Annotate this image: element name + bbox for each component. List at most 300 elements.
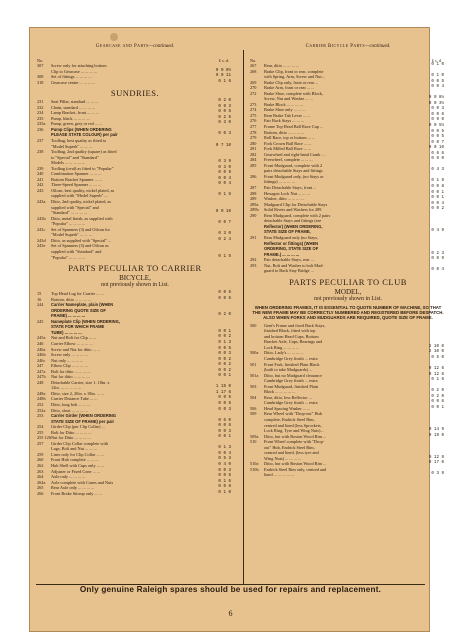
- punch-hole: [110, 33, 118, 41]
- part-price: 0 2 6: [218, 115, 231, 120]
- part-price: 0 0 4: [431, 268, 444, 273]
- part-price: 0 0 3: [218, 468, 231, 473]
- part-description: Nut for Ditto ... ... ... ...: [51, 435, 91, 441]
- part-number: 269: [250, 79, 257, 85]
- left-column: [37, 44, 233, 496]
- part-description: Front Mudguard only, (no Stays or: [264, 173, 324, 179]
- part-number: 243: [37, 187, 44, 193]
- part-description: PLEASE STATE COLOUR) per pair: [51, 132, 118, 138]
- part-number: 289: [250, 196, 257, 202]
- part-price: 0 0 3: [218, 407, 231, 412]
- part-price: 2 10 0: [428, 350, 444, 355]
- part-description: Brake Arm, front or rear ... ...: [264, 85, 315, 91]
- part-description: Bracket Axle, Cups, Bearings and: [264, 339, 323, 345]
- part-description: Brake Clip, front or rear, complete: [264, 68, 324, 74]
- price-row: [250, 268, 446, 274]
- part-number: 289b: [250, 207, 259, 213]
- part-price: 0 0 5: [431, 135, 444, 140]
- part-description: (built to take Mudguards) ...: [264, 367, 313, 373]
- part-price: 0 0 9: [431, 257, 444, 262]
- part-price: 0 2 4: [218, 237, 231, 242]
- part-description: "Standard" ... ... ... ...: [51, 210, 87, 216]
- part-description: FRAME) ... ... ... ...: [51, 313, 86, 319]
- carrier-heading: PARTS PECULIAR TO CARRIER: [68, 263, 202, 274]
- part-description: Brake Block ... ... ... ...: [264, 101, 303, 107]
- part-description: "Model Superb" ... ... ...: [51, 143, 92, 149]
- part-description: Ditto, but with Boston Wood Rim ...: [264, 433, 327, 439]
- part-description: Cambridge Grey finish ... extra: [264, 355, 318, 361]
- part-number: 248a: [37, 390, 46, 396]
- part-description: Front Hub complete ... ... ...: [51, 457, 99, 463]
- part-number: 244: [37, 302, 44, 308]
- part-number: 270: [250, 85, 257, 91]
- part-description: Lamp Bracket, front ... ... ...: [51, 110, 99, 116]
- part-description: ORDERING, STATE SIZE OF: [264, 246, 319, 252]
- part-description: Front Brake Stirrup only ... ...: [51, 490, 102, 496]
- part-description: Hub Shell with Cups only ... ...: [51, 463, 105, 468]
- part-description: Set of Spanners (3) and Oilcan for: [51, 226, 110, 232]
- page-number: 6: [228, 609, 233, 618]
- part-price: 0 0 6: [218, 401, 231, 406]
- club-note: not previously shown in List.: [314, 295, 382, 302]
- part-description: Girder Clip (per Clip Collar) ...: [51, 424, 105, 430]
- part-description: Three-Speed Spanner ... ... ...: [51, 182, 101, 188]
- part-number: 279: [250, 135, 257, 141]
- part-description: Ditto, short ... ... ... ...: [51, 407, 88, 413]
- price-row: [250, 472, 446, 478]
- sundries-list: [37, 99, 233, 260]
- part-description: Gearcase centre ... ... ... ...: [51, 79, 96, 85]
- part-description: to "Special" and "Standard": [51, 154, 99, 160]
- part-price: 0 0 4: [431, 201, 444, 206]
- part-number: 241: [37, 176, 44, 182]
- part-number: 280: [250, 140, 257, 146]
- part-price: 0 17 0: [428, 461, 444, 466]
- carrier-note: not previously shown in List.: [101, 282, 169, 289]
- part-description: Rear Mudguard only (no Stays,: [264, 234, 319, 240]
- part-number: 284: [250, 157, 257, 163]
- part-description: Gearwheel and right-hand Crank ...: [264, 151, 325, 157]
- part-description: Axle complete with Cones and Nuts: [51, 479, 114, 485]
- part-price: 0 0 10: [428, 146, 444, 151]
- part-description: Brake Clip only, front or rear ...: [264, 79, 319, 85]
- carrier-parts-list: [37, 291, 233, 496]
- part-description: Pair Detachable Stays, front ...: [264, 185, 317, 191]
- part-description: Lock Ring, Tyre and Wing Nuts)...: [264, 428, 324, 434]
- footer-notice: Only genuine Raleigh spares should be used for repairs and replacement.: [79, 585, 382, 594]
- part-description: Bolt for ditto ... ... ... ...: [51, 368, 91, 374]
- part-number: 265: [37, 485, 44, 491]
- part-description: Pump, black ... ... ... ...: [51, 115, 90, 121]
- part-number: 235a: [37, 121, 46, 127]
- part-number: 252a: [37, 407, 46, 413]
- part-description: Liner only for Clip Collar ... ...: [51, 451, 104, 457]
- part-description: Washer, ditto ... ... ... ...: [264, 196, 304, 202]
- part-description: Mudguard Clip for Detachable Stays: [264, 201, 328, 207]
- part-number: 276: [250, 118, 257, 124]
- part-price: 0 0 3: [218, 429, 231, 434]
- right-heading-continued: —continued.: [365, 44, 391, 49]
- part-number: 263: [37, 468, 44, 474]
- part-number: 253: [37, 413, 44, 419]
- frame-ordering-notice: WHEN ORDERING FRAMES, IT IS ESSENTIAL TO QUOTE NUMBER OF MACHINE, SO THAT THE NEW FRAME MAY BE CORRECTLY NUMBERED AND REGISTERED BEFORE DESPATCH. ALSO WHEN FORKS AND MUDGUARDS ARE REQUIRED, QUOTE SIZE OF FRAME.: [252, 304, 444, 321]
- part-price: 0 2 0: [218, 313, 231, 318]
- part-number: 272: [250, 90, 257, 96]
- part-description: Hexagon Lock Nut ... ... ...: [264, 190, 310, 196]
- part-description: Ditto, metal finish, as supplied with: [51, 215, 113, 221]
- part-number: 287: [250, 185, 257, 191]
- part-number: 503: [250, 383, 257, 389]
- part-price: 0 19 0: [428, 433, 444, 438]
- part-description: Carrier Nameplate, plain (WHEN: [51, 302, 114, 308]
- part-number: 245: [37, 318, 44, 324]
- part-number: 510: [250, 439, 257, 445]
- part-price: 0 0 1: [431, 405, 444, 410]
- part-price: 0 0 8: [431, 185, 444, 190]
- part-description: Wing Nuts) ... ... ... ...: [264, 455, 302, 461]
- part-number: 16: [37, 296, 42, 302]
- part-description: Brake Shoe only ... ... ...: [264, 107, 306, 113]
- part-description: Bottom, ditto ... ... ... ...: [51, 296, 92, 302]
- part-description: Cambridge Grey finish ... extra: [264, 400, 318, 406]
- part-price: 0 0 6: [218, 291, 231, 296]
- part-description: finished Black, fitted with top: [264, 328, 316, 334]
- part-price: 0 1 6: [218, 79, 231, 84]
- part-number: 267: [250, 63, 257, 68]
- part-description: Nut, Bolt and Washer to bolt Mud-: [264, 262, 324, 268]
- left-col-no: No.: [37, 58, 44, 63]
- part-description: Screw only ... ... ... ...: [51, 352, 88, 358]
- part-number: 257: [37, 440, 44, 446]
- part-description: Nut for ditto ... ... ... ...: [51, 374, 90, 380]
- part-description: and bottom Head Cups, Bottom: [264, 333, 319, 339]
- part-price: 0 3 0: [218, 121, 231, 126]
- part-description: STATE FOR WHICH FRAME: [51, 324, 105, 330]
- part-price: 0 0 5½: [428, 124, 444, 129]
- part-description: Ditto, as supplied with "Special" ...: [51, 237, 112, 243]
- part-description: Carrier Elbow ... ... ... ...: [51, 340, 93, 346]
- part-price: 0 0 3½: [428, 101, 444, 106]
- part-description: Chain, standard ... ... ... ...: [51, 104, 96, 110]
- part-number: 245a: [37, 335, 46, 341]
- part-description: 12in. ... ... ... ... ...: [51, 385, 82, 391]
- part-number: 264: [37, 474, 44, 480]
- part-description: STATE SIZE OF FRAME,: [264, 229, 311, 235]
- part-price: 0 0 2: [431, 207, 444, 212]
- part-number: 235: [37, 115, 44, 121]
- sundries-heading: SUNDRIES.: [110, 88, 160, 99]
- price-row: [37, 80, 233, 86]
- part-description: Roll Race, top or bottom ... ...: [264, 135, 316, 141]
- part-number: 506: [250, 405, 257, 411]
- part-price: 0 0 7: [431, 140, 444, 145]
- part-price: 0 3 9: [218, 160, 231, 165]
- part-description: Elbow Clip ... ... ... ...: [51, 363, 88, 369]
- part-description: Bolt for Ditto ... ... ... ...: [51, 429, 92, 435]
- part-number: 290: [250, 212, 257, 218]
- part-price: 0 2 0: [431, 394, 444, 399]
- part-description: Rear, ditto, less Reflector ...: [264, 394, 312, 400]
- part-number: 238: [37, 149, 44, 155]
- part-number: 291: [250, 234, 257, 240]
- part-price: 0 0 5: [431, 129, 444, 134]
- part-number: 252: [37, 401, 44, 407]
- part-price: 0 0 6: [431, 112, 444, 117]
- right-page-heading: [250, 44, 446, 50]
- part-description: guard to Back Stay Bridge ...: [264, 268, 314, 274]
- part-price: 0 0 2: [218, 368, 231, 373]
- part-description: supplied with "Standard" and: [51, 248, 102, 254]
- part-price: 0 12 6: [428, 367, 444, 372]
- part-number: 288: [250, 190, 257, 196]
- part-number: 255 126: [37, 435, 51, 441]
- column-divider: [243, 50, 244, 584]
- part-number: 259: [37, 451, 44, 457]
- part-price: 0 2 3: [431, 251, 444, 256]
- part-number: 504: [250, 394, 257, 400]
- part-number: 268: [250, 68, 257, 74]
- part-description: ORDERING QUOTE SIZE OF: [51, 307, 106, 313]
- part-description: Ditto, 2nd quality, nickel plated, as: [51, 199, 112, 205]
- left-heading-title: Gearcase and Parts: [95, 44, 149, 49]
- part-description: Girder Clip Collar complete with: [51, 440, 109, 446]
- part-number: 277: [250, 124, 257, 130]
- price-row: [37, 491, 233, 497]
- part-number: 285: [250, 162, 257, 168]
- part-description: Ditto, but no Mudguard clearance: [264, 372, 323, 378]
- part-price: 0 0 6: [218, 296, 231, 301]
- club-parts-list: [250, 323, 446, 478]
- part-number: 247b: [37, 374, 46, 380]
- part-description: Nameplate Clip (WHEN ORDERING,: [51, 318, 120, 324]
- part-description: Front Fork, finished Plain Black: [264, 361, 320, 367]
- part-price: 0 7 10: [215, 143, 231, 148]
- part-description: Brake Shoe, complete with Block,: [264, 90, 323, 96]
- part-number: 308: [37, 74, 44, 80]
- part-description: supplied with "Model Superb" ...: [51, 193, 108, 199]
- gearcase-list: [37, 63, 233, 85]
- part-price: 0 1 0: [431, 74, 444, 79]
- part-price: 0 0 6: [218, 396, 231, 401]
- part-number: 292: [250, 257, 257, 263]
- part-description: Endrick Steel Rim only, centred and: [264, 466, 327, 472]
- part-description: out" Hub, Endrick Steel Rim,: [264, 444, 315, 450]
- part-number: 248b: [37, 396, 46, 402]
- part-number: 243e: [37, 243, 46, 249]
- part-number: 232: [37, 104, 44, 110]
- part-description: Ditto, Lady's ... ... ... ...: [264, 350, 304, 356]
- part-number: 243d: [37, 237, 46, 243]
- part-price: 0 12 9: [428, 455, 444, 460]
- part-description: Freewheel, complete ... ... ...: [264, 157, 313, 163]
- part-description: Front Wheel complete with "Drop-: [264, 439, 325, 445]
- part-number: 293: [250, 262, 257, 268]
- part-description: Lugs, Bolt and Nut ... ... ...: [51, 446, 97, 452]
- part-price: 0 5 0: [431, 355, 444, 360]
- part-description: Set of fittings ... ... ... ...: [51, 74, 92, 80]
- part-description: Front Mudguard, complete with 2: [264, 162, 323, 168]
- part-price: 0 1 9: [431, 179, 444, 184]
- part-price: 0 0 4: [218, 182, 231, 187]
- part-price: 0 0 0½: [215, 68, 231, 73]
- part-description: Carrier Girder (WHEN ORDERING: [51, 413, 117, 419]
- part-description: Rear Brake Tab Lever ... ...: [264, 112, 311, 118]
- part-number: 231: [37, 99, 44, 105]
- part-description: Seat Pillar, standard ... ... ...: [51, 99, 99, 105]
- part-description: Gent's Frame and fixed Back Stays,: [264, 322, 326, 328]
- part-description: Axle only ... ... ... ...: [51, 474, 86, 480]
- part-number: 273: [250, 101, 257, 107]
- part-number: 501a: [250, 372, 259, 378]
- part-price: 0 0 5: [431, 79, 444, 84]
- part-description: detachable Stays and fittings (see: [264, 218, 322, 224]
- part-price: 1 17 6: [215, 390, 231, 395]
- part-price: 0 0 11: [215, 74, 231, 79]
- part-price: 0 1 6: [218, 479, 231, 484]
- part-description: Nut and Bolt for Clip ... ...: [51, 335, 97, 341]
- part-description: Black ... ... ... ... ...: [264, 389, 296, 395]
- part-number: 266: [37, 490, 44, 496]
- part-price: 0 2 0: [218, 99, 231, 104]
- part-price: 0 14 9: [428, 428, 444, 433]
- part-number: 242: [37, 182, 44, 188]
- part-description: Rear Wheel with "Drop-out" Hub: [264, 411, 322, 417]
- part-description: Rear Axle only ... ... ... ...: [51, 485, 95, 491]
- part-number: 510a: [250, 461, 259, 467]
- carrier-continued-list: [250, 63, 446, 274]
- part-price: 0 4 0: [218, 463, 231, 467]
- part-number: 289a: [250, 201, 259, 207]
- part-number: 281: [250, 146, 257, 152]
- part-number: 234: [37, 110, 44, 116]
- part-description: Nut only ... ... ... ...: [51, 357, 84, 363]
- part-price: 0 0 6: [218, 110, 231, 115]
- part-number: 246a: [37, 346, 46, 352]
- part-description: Toolbag, 2nd quality (square) as fitted: [51, 149, 117, 155]
- part-price: 0 0 6: [431, 400, 444, 405]
- part-price: 0 1 6: [218, 193, 231, 198]
- right-heading-title: Carrier Bicycle Parts: [305, 44, 366, 49]
- part-price: 0 0 3: [431, 107, 444, 112]
- part-price: 0 9 0: [431, 118, 444, 123]
- part-description: Clip to Gearcase ... ... ... ...: [51, 68, 97, 74]
- part-description: Combination Spanner ... ... ...: [51, 171, 102, 177]
- part-price: 0 12 6: [428, 372, 444, 377]
- part-price: 0 0 8½: [428, 96, 444, 101]
- part-price: 0 3 0: [218, 232, 231, 237]
- part-price: 0 6 6: [431, 151, 444, 156]
- part-number: 274: [250, 107, 257, 113]
- part-price: 0 0 4: [431, 85, 444, 90]
- part-price: 0 1 3: [218, 340, 231, 345]
- part-description: Fork Crown Ball Race ... ...: [264, 140, 312, 146]
- part-price: 0 0 8: [218, 485, 231, 490]
- part-number: 509a: [250, 433, 259, 439]
- catalogue-page: [29, 27, 444, 632]
- right-column: [250, 44, 446, 478]
- part-description: Reflector or fittings) (WHEN: [264, 240, 319, 246]
- part-number: 254: [37, 424, 44, 430]
- part-description: Frame Top Head Ball Race Cup ...: [264, 124, 324, 130]
- part-number: 307: [37, 63, 44, 68]
- part-description: Bottom, ditto ... ... ... ...: [264, 129, 305, 135]
- part-description: Solid Rivets and Washers for 289: [264, 207, 322, 213]
- club-heading: PARTS PECULIAR TO CLUB: [289, 276, 407, 287]
- left-col-currency: £ s. d.: [218, 58, 229, 63]
- part-price: 0 0 2: [218, 357, 231, 362]
- part-number: 255: [37, 429, 44, 435]
- part-price: 0 0 3: [218, 352, 231, 357]
- part-description: Models ... ... ... ... ...: [51, 160, 86, 166]
- part-price: 0 1 0: [431, 63, 444, 67]
- part-price: 0 1 5: [218, 254, 231, 259]
- part-price: 0 0 7: [218, 221, 231, 226]
- part-description: Ditto, but with Boston Wood Rim ...: [264, 461, 327, 467]
- part-description: centred and lined (less Sprockets,: [264, 422, 322, 428]
- part-description: FRAME.) ... ... ... ...: [264, 251, 300, 257]
- part-number: 286: [250, 173, 257, 179]
- part-description: Oilcan, best quality, nickel plated, as: [51, 187, 115, 193]
- part-price: 0 0 1: [218, 374, 231, 379]
- part-price: 0 0 6: [218, 474, 231, 479]
- part-description: complete, Endrick Steel Rim,: [264, 416, 315, 422]
- part-price: 0 0 4: [218, 176, 231, 181]
- part-number: 282: [250, 151, 257, 157]
- part-price: 0 0 6: [218, 424, 231, 429]
- part-description: Ditto, long bolt ... ... ...: [51, 401, 91, 407]
- part-description: Set of Spanners (3) and Oilcan as: [51, 243, 109, 249]
- part-price: 0 0 3: [218, 132, 231, 137]
- part-number: 247a: [37, 368, 46, 374]
- part-number: 264a: [37, 479, 46, 485]
- part-number: 501: [250, 361, 257, 367]
- part-description: Cambridge Grey finish ... extra: [264, 378, 318, 384]
- carrier-subheading: BICYCLE,: [119, 274, 151, 283]
- part-description: Lock Ring ... ... ... ...: [264, 344, 300, 350]
- part-number: 243a: [37, 199, 46, 205]
- part-number: 509: [250, 411, 257, 417]
- part-description: Fork Milled Ball Race ... ...: [264, 146, 312, 152]
- part-number: [37, 255, 51, 261]
- part-price: 0 0 2: [218, 335, 231, 340]
- part-description: Rear, ditto ... ... ... ...: [264, 63, 300, 68]
- part-price: 0 3 9: [431, 472, 444, 477]
- part-number: 278: [250, 129, 257, 135]
- part-number: [250, 472, 264, 478]
- part-description: "Popular" ... ... ... ...: [51, 254, 86, 260]
- part-description: TUBE) ... ... ... ...: [51, 329, 82, 335]
- part-description: Toolbag, best quality as fitted to: [51, 138, 107, 144]
- part-number: 510b: [250, 466, 259, 472]
- part-description: Screw only for attaching bottom: [51, 63, 107, 68]
- part-number: 246: [37, 340, 44, 346]
- part-description: Screw and Nut for ditto ... ...: [51, 346, 101, 352]
- part-number: 248: [37, 379, 44, 385]
- part-number: 240: [37, 171, 44, 177]
- part-description: Top Head Lug for Carrier ... ...: [51, 291, 104, 297]
- part-price: 0 4 3: [431, 168, 444, 173]
- part-number: 275: [250, 112, 257, 118]
- part-number: 318: [37, 79, 44, 85]
- part-number: 239: [37, 165, 44, 171]
- part-price: 0 2 0: [431, 389, 444, 394]
- price-row: [37, 255, 233, 261]
- part-number: 246b: [37, 352, 46, 358]
- part-price: 0 4 9: [431, 229, 444, 234]
- part-number: 247: [37, 363, 44, 369]
- part-description: pairs detachable Stays and fittings: [264, 168, 323, 174]
- part-price: 0 0 2: [218, 363, 231, 368]
